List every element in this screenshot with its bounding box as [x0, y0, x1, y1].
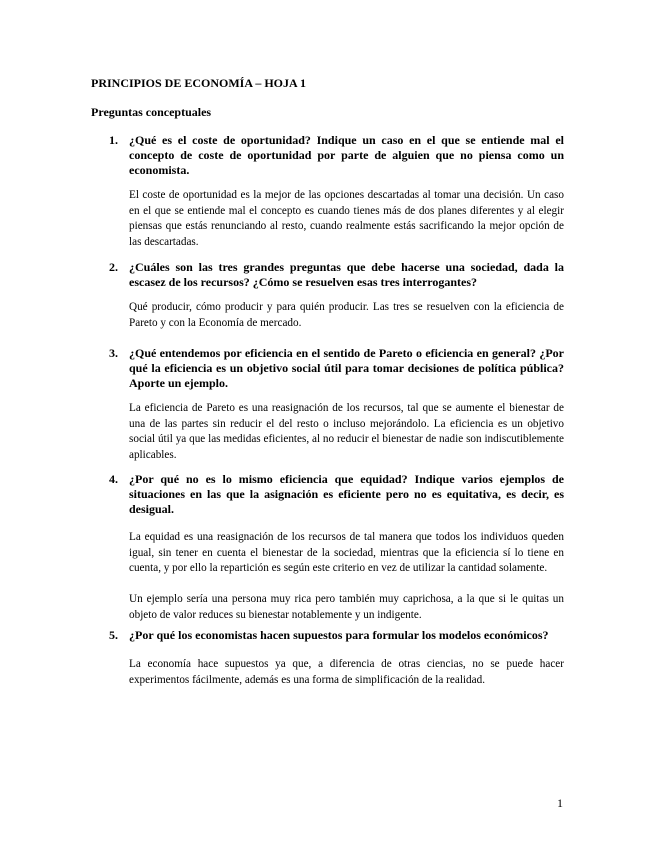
document-title: PRINCIPIOS DE ECONOMÍA – HOJA 1 [91, 76, 307, 90]
question-text: ¿Por qué no es lo mismo eficiencia que equidad? Indique varios ejemplos de situaciones en las que la asignación es eficiente pero no es equitativa, es decir, es desigual. [129, 472, 564, 517]
answer-text: La eficiencia de Pareto es una reasignación de los recursos, tal que se aumente el bienestar de una de las partes sin reducir el del resto o incluso mejorándolo. La eficiencia es un objetivo social útil ya que las medidas eficientes, al no reducir el bienestar de nadie son indiscutiblemente aplicables. [129, 402, 564, 461]
page-number: 1 [557, 796, 563, 810]
question-text: ¿Cuáles son las tres grandes preguntas que debe hacerse una sociedad, dada la escasez de los recursos? ¿Cómo se resuelven esas tres interrogantes? [129, 260, 564, 290]
section-title: Preguntas conceptuales [91, 105, 212, 119]
answer-text: La economía hace supuestos ya que, a diferencia de otras ciencias, no se puede hacer experimentos fácilmente, además es una forma de simplificación de la realidad. [129, 658, 564, 686]
question-number: 3. [109, 346, 118, 360]
answer-text: Qué producir, cómo producir y para quién producir. Las tres se resuelven con la eficiencia de Pareto y con la Economía de mercado. [129, 301, 564, 329]
answer-text: El coste de oportunidad es la mejor de las opciones descartadas al tomar una decisión. Un caso en el que se entiende mal el concepto es cuando tienes más de dos planes diferentes y al elegir piensas que estás renunciando al resto, cuando realmente estás sacrificando la mejor opción de las descartadas. [129, 189, 564, 248]
question-number: 5. [109, 628, 118, 642]
question-text: ¿Por qué los economistas hacen supuestos para formular los modelos económicos? [129, 628, 549, 642]
question-number: 4. [109, 472, 118, 486]
answer-example-text: Un ejemplo sería una persona muy rica pero también muy caprichosa, a la que si le quitas un objeto de valor reduces su bienestar notablemente y un indigente. [129, 593, 564, 621]
question-number: 1. [109, 133, 118, 147]
question-text: ¿Qué es el coste de oportunidad? Indique un caso en el que se entiende mal el concepto de coste de oportunidad por parte de alguien que no piensa como un economista. [129, 133, 564, 178]
question-text: ¿Qué entendemos por eficiencia en el sentido de Pareto o eficiencia en general? ¿Por qué la eficiencia es un objetivo social útil para tomar decisiones de política pública? Aporte un ejemplo. [129, 346, 564, 391]
question-number: 2. [109, 260, 118, 274]
answer-text: La equidad es una reasignación de los recursos de tal manera que todos los individuos queden igual, sin tener en cuenta el bienestar de la sociedad, mientras que la eficiencia sí lo tiene en cuenta, y por ello la repartición es según este criterio en vez de utilizar la cantidad solamente. [129, 531, 564, 575]
